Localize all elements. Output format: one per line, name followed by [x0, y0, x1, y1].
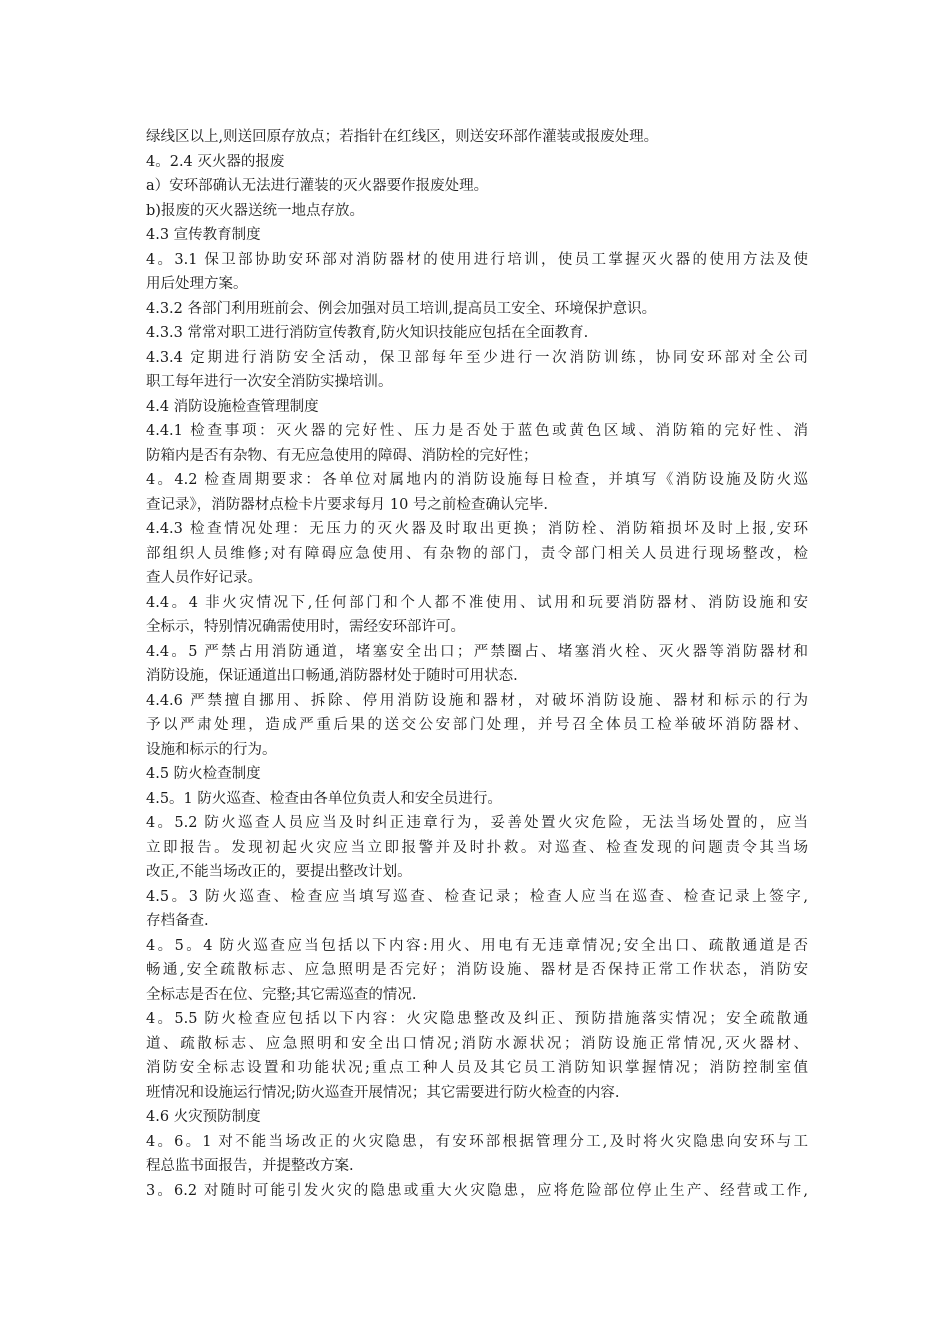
text-line: 班情况和设施运行情况;防火巡查开展情况；其它需要进行防火检查的内容.	[146, 1084, 620, 1101]
text-line: 查记录》，消防器材点检卡片要求每月 10 号之前检查确认完毕.	[146, 496, 549, 513]
text-line: 防箱内是否有杂物、有无应急使用的障碍、消防栓的完好性；	[146, 447, 538, 464]
text-line: 4.4 消防设施检查管理制度	[146, 398, 319, 415]
text-line: 4.3.4 定期进行消防安全活动，保卫部每年至少进行一次消防训练，协同安环部对全公司	[146, 349, 808, 366]
text-line: 4.5。1 防火巡查、检查由各单位负责人和安全员进行。	[146, 790, 502, 807]
text-line: 消防安全标志设置和功能状况;重点工种人员及其它员工消防知识掌握情况；消防控制室值	[146, 1060, 808, 1076]
text-line: 4.4。5 严禁占用消防通道，堵塞安全出口；严禁圈占、堵塞消火栓、灭火器等消防器材和	[146, 643, 808, 660]
document-body	[146, 125, 808, 1203]
text-line: 存档备查.	[146, 913, 209, 929]
text-line: 立即报告。发现初起火灾应当立即报警并及时扑救。对巡查、检查发现的问题责令其当场	[146, 839, 808, 856]
text-line: 4.5 防火检查制度	[146, 766, 261, 782]
text-line: 予以严肃处理，造成严重后果的送交公安部门处理，并号召全体员工检举破坏消防器材、	[146, 717, 808, 733]
text-line: 职工每年进行一次安全消防实操培训。	[146, 374, 393, 390]
text-line: 4。6。1 对不能当场改正的火灾隐患，有安环部根据管理分工,及时将火灾隐患向安环与工	[146, 1133, 808, 1150]
text-line: 4。3.1 保卫部协助安环部对消防器材的使用进行培训，使员工掌握灭火器的使用方法及使	[146, 251, 808, 268]
text-line: 用后处理方案。	[146, 276, 248, 292]
text-line: a）安环部确认无法进行灌装的灭火器要作报废处理。	[146, 178, 489, 194]
text-line: 4。2.4 灭火器的报废	[146, 153, 285, 170]
text-line: 4.4。4 非火灾情况下,任何部门和个人都不准使用、试用和玩要消防器材、消防设施和安	[146, 594, 808, 611]
text-line: 4。5.5 防火检查应包括以下内容：火灾隐患整改及纠正、预防措施落实情况；安全疏散通	[146, 1011, 808, 1027]
text-line: 查人员作好记录。	[146, 570, 262, 586]
text-line: 4。5.2 防火巡查人员应当及时纠正违章行为，妥善处置火灾危险，无法当场处置的，应当	[146, 815, 808, 831]
text-line: 部组织人员维修;对有障碍应急使用、有杂物的部门，责令部门相关人员进行现场整改，检	[146, 545, 808, 562]
text-line: 畅通,安全疏散标志、应急照明是否完好；消防设施、器材是否保持正常工作状态，消防安	[146, 962, 808, 978]
text-line: 4.3 宣传教育制度	[146, 227, 261, 243]
text-line: 4。5。4 防火巡查应当包括以下内容:用火、用电有无违章情况;安全出口、疏散通道是否	[146, 937, 808, 954]
text-line: 3。6.2 对随时可能引发火灾的隐患或重大火灾隐患，应将危险部位停止生产、经营或工作,	[146, 1182, 808, 1199]
text-line: 4.4.3 检查情况处理：无压力的灭火器及时取出更换；消防栓、消防箱损坏及时上报,安环	[146, 521, 808, 537]
text-line: b)报废的灭火器送统一地点存放。	[146, 202, 364, 219]
text-line: 设施和标示的行为。	[146, 741, 277, 758]
text-line: 4。4.2 检查周期要求：各单位对属地内的消防设施每日检查，并填写《消防设施及防火巡	[146, 472, 808, 488]
text-line: 4.6 火灾预防制度	[146, 1109, 261, 1125]
text-line: 全标示，特别情况确需使用时，需经安环部许可。	[146, 619, 465, 635]
text-line: 改正,不能当场改正的，要提出整改计划。	[146, 864, 412, 880]
text-line: 绿线区以上,则送回原存放点；若指针在红线区，则送安环部作灌装或报废处理。	[146, 129, 659, 145]
text-line: 4.3.3 常常对职工进行消防宣传教育,防火知识技能应包括在全面教育.	[146, 325, 589, 341]
text-line: 4.4.6 严禁擅自挪用、拆除、停用消防设施和器材，对破坏消防设施、器材和标示的行为	[146, 692, 808, 709]
text-line: 4.3.2 各部门利用班前会、例会加强对员工培训,提高员工安全、环境保护意识。	[146, 300, 657, 317]
text-line: 消防设施，保证通道出口畅通,消防器材处于随时可用状态.	[146, 668, 518, 684]
text-line: 全标志是否在位、完整;其它需巡查的情况.	[146, 986, 417, 1003]
text-line: 4.5。3 防火巡查、检查应当填写巡查、检查记录；检查人应当在巡查、检查记录上签字,	[146, 888, 808, 905]
text-line: 道、疏散标志、应急照明和安全出口情况;消防水源状况；消防设施正常情况,灭火器材、	[146, 1035, 808, 1052]
text-line: 程总监书面报告，并提整改方案.	[146, 1158, 354, 1174]
text-line: 4.4.1 检查事项：灭火器的完好性、压力是否处于蓝色或黄色区域、消防箱的完好性、消	[146, 423, 808, 439]
